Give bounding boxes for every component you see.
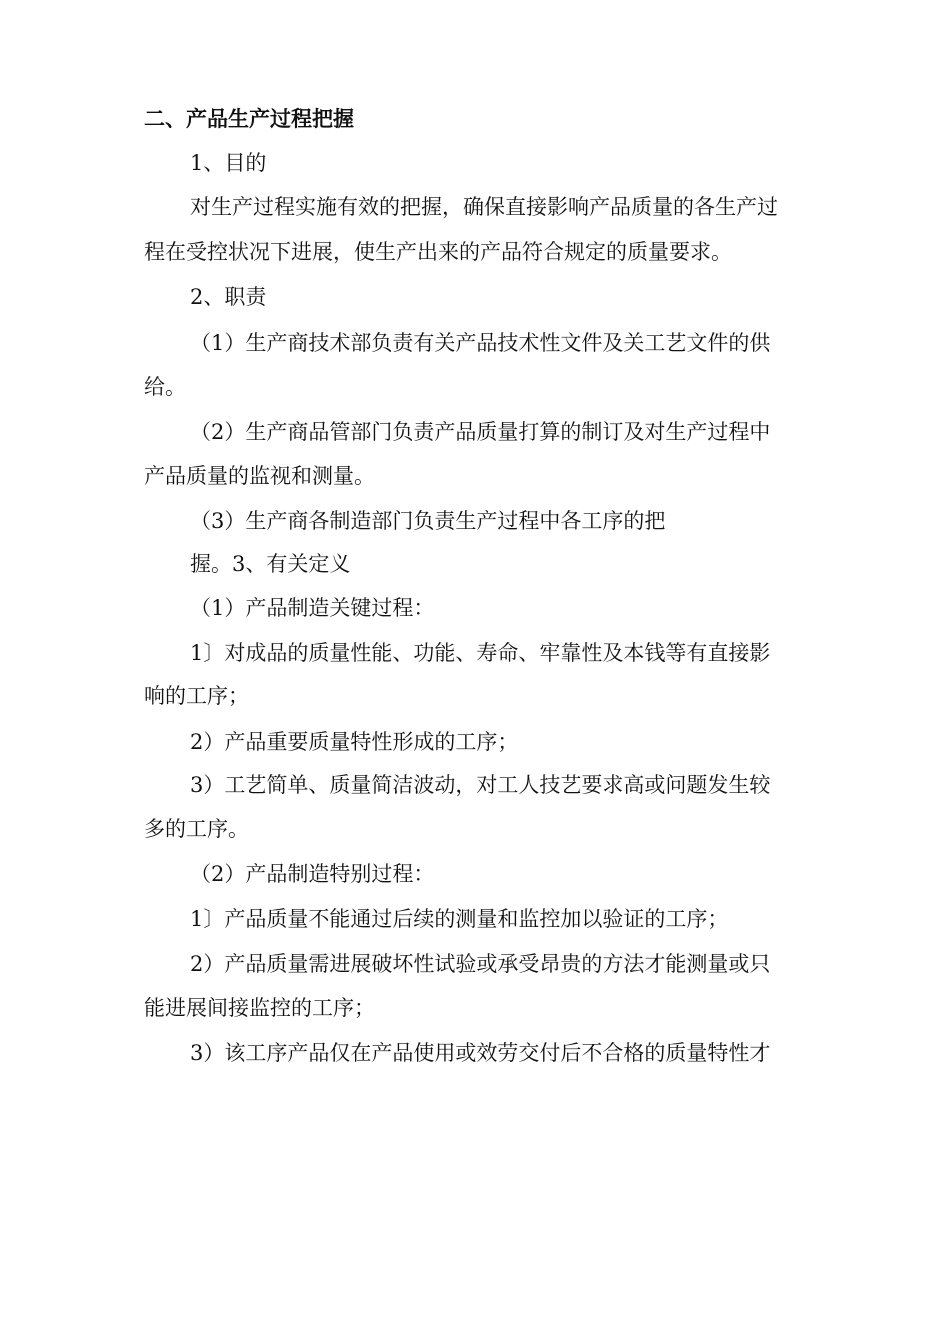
paragraph-line: 3）工艺简单、质量简洁波动，对工人技艺要求高或问题发生较 <box>190 773 771 797</box>
paragraph-line: （3）生产商各制造部门负责生产过程中各工序的把 <box>190 509 666 533</box>
paragraph-line: 1〕产品质量不能通过后续的测量和监控加以验证的工序； <box>190 907 729 931</box>
paragraph-line: 3）该工序产品仅在产品使用或效劳交付后不合格的质量特性才 <box>190 1041 771 1065</box>
paragraph-line: 1〕对成品的质量性能、功能、寿命、牢靠性及本钱等有直接影 <box>190 641 771 665</box>
section-heading: 二、产品生产过程把握 <box>144 107 354 131</box>
paragraph-line: 握。3、有关定义 <box>190 552 351 576</box>
paragraph-line: （1）生产商技术部负责有关产品技术性文件及关工艺文件的供 <box>190 331 771 355</box>
paragraph-line: 能进展间接监控的工序； <box>144 996 375 1020</box>
paragraph-line: 给。 <box>144 375 186 399</box>
paragraph-line: （1）产品制造关键过程： <box>190 596 435 620</box>
paragraph-line: 2、职责 <box>190 285 267 309</box>
paragraph-line: 2）产品质量需进展破坏性试验或承受昂贵的方法才能测量或只 <box>190 952 771 976</box>
paragraph-line: 1、目的 <box>190 151 267 175</box>
paragraph-line: （2）生产商品管部门负责产品质量打算的制订及对生产过程中 <box>190 420 771 444</box>
paragraph-line: 2）产品重要质量特性形成的工序； <box>190 730 519 754</box>
paragraph-line: 响的工序； <box>144 684 249 708</box>
paragraph-line: （2）产品制造特别过程： <box>190 862 435 886</box>
paragraph-line: 对生产过程实施有效的把握，确保直接影响产品质量的各生产过 <box>190 195 778 219</box>
paragraph-line: 产品质量的监视和测量。 <box>144 464 375 488</box>
paragraph-line: 程在受控状况下进展，使生产出来的产品符合规定的质量要求。 <box>144 240 732 264</box>
paragraph-line: 多的工序。 <box>144 817 249 841</box>
